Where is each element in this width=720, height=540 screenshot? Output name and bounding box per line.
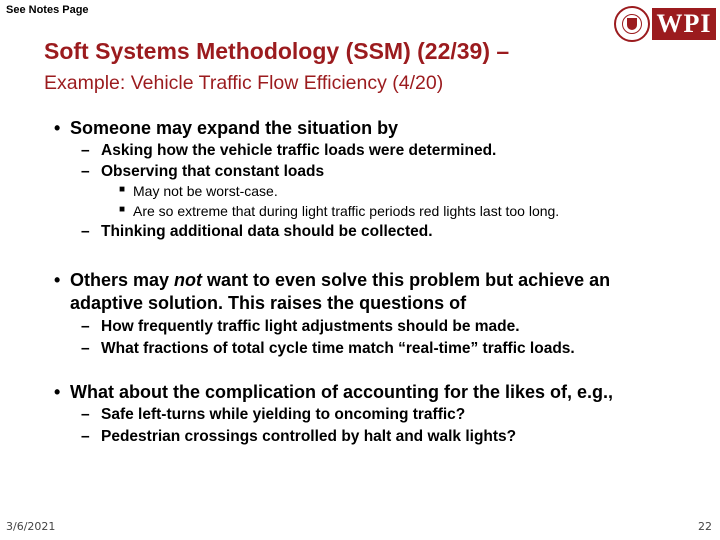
bullet-3-sub-1 xyxy=(81,406,466,424)
bullet-1 xyxy=(54,118,399,139)
bullet-1-sub-2-text: Observing that constant loads xyxy=(101,163,325,180)
page-number: 22 xyxy=(698,520,712,533)
bullet-3-sub-1-text: Safe left-turns while yielding to oncoming traffic? xyxy=(101,406,466,423)
dash-icon: – xyxy=(81,428,90,445)
wpi-wordmark: WPI xyxy=(652,8,716,40)
bullet-2-text-after: want to even solve this problem but achieve an xyxy=(202,270,611,290)
bullet-dot-icon: • xyxy=(54,270,61,290)
bullet-3-sub-2-text: Pedestrian crossings controlled by halt and walk lights? xyxy=(101,428,517,445)
bullet-2-text-before: Others may xyxy=(70,270,175,290)
dash-icon: – xyxy=(81,406,90,423)
bullet-2-line-2-text: adaptive solution. This raises the questions of xyxy=(70,293,467,313)
bullet-1-sub-1 xyxy=(81,142,497,160)
bullet-1-subsub-1-text: May not be worst-case. xyxy=(133,183,278,199)
dash-icon: – xyxy=(81,163,90,180)
bullet-1-subsub-2 xyxy=(119,203,560,219)
square-bullet-icon: ■ xyxy=(119,184,126,195)
slide-title: Soft Systems Methodology (SSM) (22/39) – xyxy=(44,38,510,64)
wpi-logo xyxy=(614,6,716,46)
bullet-2-line-2 xyxy=(70,293,466,314)
footer-date: 3/6/2021 xyxy=(6,520,56,533)
dash-icon: – xyxy=(81,223,90,240)
bullet-2 xyxy=(54,270,611,291)
bullet-dot-icon: • xyxy=(54,382,61,402)
bullet-1-sub-3 xyxy=(81,223,433,241)
bullet-2-sub-1-text: How frequently traffic light adjustments should be made. xyxy=(101,318,520,335)
bullet-2-sub-1 xyxy=(81,318,520,336)
slide-subtitle: Example: Vehicle Traffic Flow Efficiency (4/20) xyxy=(44,72,444,94)
bullet-3-text: What about the complication of accounting for the likes of, e.g., xyxy=(70,382,614,402)
bullet-2-emphasis: not xyxy=(174,270,203,290)
bullet-1-text: Someone may expand the situation by xyxy=(70,118,399,138)
bullet-2-sub-2-text: What fractions of total cycle time match “real-time” traffic loads. xyxy=(101,340,575,357)
bullet-1-subsub-1 xyxy=(119,183,278,199)
bullet-1-sub-1-text: Asking how the vehicle traffic loads were determined. xyxy=(101,142,497,159)
bullet-2-sub-2 xyxy=(81,340,575,358)
dash-icon: – xyxy=(81,340,90,357)
notes-label: See Notes Page xyxy=(6,4,89,16)
dash-icon: – xyxy=(81,142,90,159)
bullet-3 xyxy=(54,382,614,403)
bullet-1-sub-3-text: Thinking additional data should be collected. xyxy=(101,223,433,240)
wpi-seal-icon xyxy=(614,6,650,42)
square-bullet-icon: ■ xyxy=(119,204,126,215)
bullet-1-subsub-2-text: Are so extreme that during light traffic periods red lights last too long. xyxy=(133,203,560,219)
dash-icon: – xyxy=(81,318,90,335)
bullet-1-sub-2 xyxy=(81,163,325,181)
bullet-3-sub-2 xyxy=(81,428,517,446)
bullet-dot-icon: • xyxy=(54,118,61,138)
